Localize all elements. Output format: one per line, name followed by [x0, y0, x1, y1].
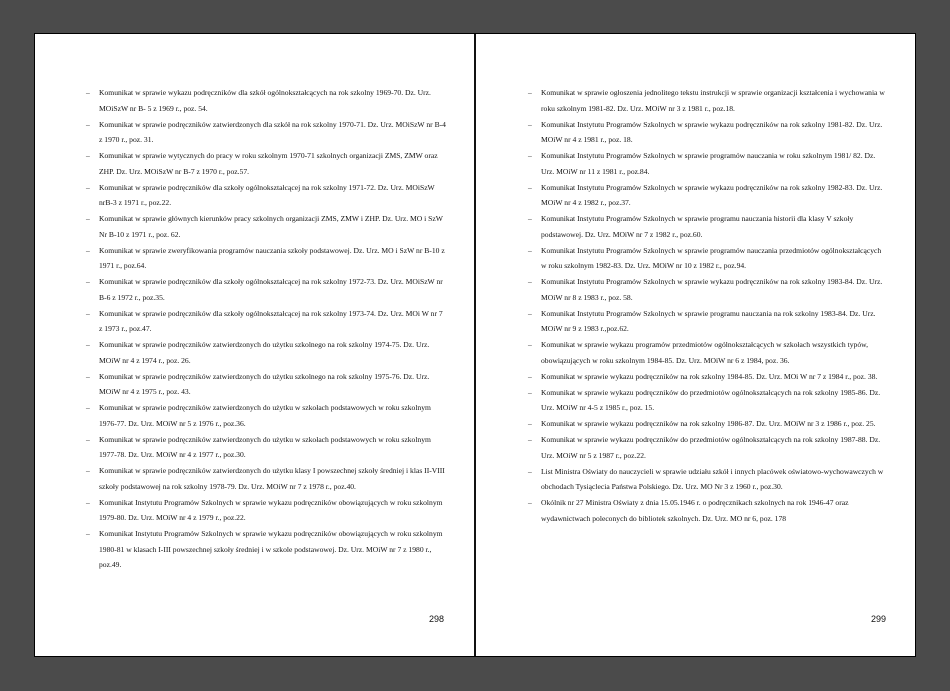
list-item: – Komunikat w sprawie podręczników dla szkoły ogólnokształcącej na rok szkolny 1973-74. Dz. Urz. MOi W nr 7 z 1973 r., poz.47. [86, 306, 446, 337]
list-item: – Komunikat w sprawie wykazu podręczników na rok szkolny 1984-85. Dz. Urz. MOi W nr 7 z 1984 r., poz. 38. [528, 369, 888, 385]
right-entry-list [528, 85, 888, 527]
list-item: – Komunikat w sprawie podręczników dla szkoły ogólnokształcącej na rok szkolny 1971-72. Dz. Urz. MOiSzW nrB-3 z 1971 r., poz.22. [86, 180, 446, 211]
list-item: – Komunikat w sprawie ogłoszenia jednolitego tekstu instrukcji w sprawie organizacji kształcenia i wychowania w roku szkolnym 1981-82. Dz. Urz. MOiW nr 3 z 1981 r., poz.18. [528, 85, 888, 116]
list-item: – Komunikat Instytutu Programów Szkolnych w sprawie wykazu podręczników na rok szkolny 1983-84. Dz. Urz. MOiW nr 8 z 1983 r., poz. 58. [528, 274, 888, 305]
list-item: – Komunikat w sprawie wykazu podręczników dla szkół ogólnokształcących na rok szkolny 1969-70. Dz. Urz. MOiSzW nr B- 5 z 1969 r., poz. 54. [86, 85, 446, 116]
list-item: – Komunikat w sprawie podręczników zatwierdzonych do użytku w szkołach podstawowych w roku szkolnym 1977-78. Dz. Urz. MOiW nr 4 z 1977 r., poz.30. [86, 432, 446, 463]
list-item: – Komunikat Instytutu Programów Szkolnych w sprawie wykazu podręczników obowiązujących w roku szkolnym 1979-80. Dz. Urz. MOiW nr 4 z 1979 r., poz.22. [86, 495, 446, 526]
list-item: – Komunikat w sprawie wykazu podręczników do przedmiotów ogólnokształcących na rok szkolny 1985-86. Dz. Urz. MOiW nr 4-5 z 1985 r., poz. 15. [528, 385, 888, 416]
list-item: – Komunikat w sprawie podręczników zatwierdzonych do użytku klasy I powszechnej szkoły średniej i klas II-VIII szkoły podstawowej na rok szkolny 1978-79. Dz. Urz. MOiW nr 7 z 1978 r., poz.40. [86, 463, 446, 494]
list-item: – Komunikat w sprawie zweryfikowania programów nauczania szkoły podstawowej. Dz. Urz. MO i SzW nr B-10 z 1971 r., poz.64. [86, 243, 446, 274]
list-item: – Komunikat w sprawie podręczników dla szkoły ogólnokształcącej na rok szkolny 1972-73. Dz. Urz. MOiSzW nr B-6 z 1972 r., poz.35. [86, 274, 446, 305]
list-item: – Komunikat w sprawie wytycznych do pracy w roku szkolnym 1970-71 szkolnych organizacji ZMS, ZMW oraz ZHP. Dz. Urz. MOiSzW nr B-7 z 1970 r., poz.57. [86, 148, 446, 179]
right-page [476, 33, 916, 657]
list-item: – Komunikat w sprawie wykazu programów przedmiotów ogólnokształcących w szkołach wszystkich typów, obowiązujących w roku szkolnym 1984-85. Dz. Urz. MOiW nr 6 z 1984, poz. 36. [528, 337, 888, 368]
list-item: – Komunikat Instytutu Programów Szkolnych w sprawie programów nauczania przedmiotów ogólnokształcących w roku szkolnym 1982-83. Dz. Urz. MOiW nr 10 z 1982 r., poz.94. [528, 243, 888, 274]
page-number-left: 298 [428, 614, 444, 624]
list-item: – Komunikat w sprawie podręczników zatwierdzonych do użytku szkolnego na rok szkolny 1975-76. Dz. Urz. MOiW nr 4 z 1975 r., poz. 43. [86, 369, 446, 400]
list-item: – Komunikat w sprawie podręczników zatwierdzonych dla szkół na rok szkolny 1970-71. Dz. Urz. MOiSzW nr B-4 z 1970 r., poz. 31. [86, 117, 446, 148]
list-item: – Komunikat Instytutu Programów Szkolnych w sprawie wykazu podręczników na rok szkolny 1981-82. Dz. Urz. MOiW nr 4 z 1981 r., poz. 18. [528, 117, 888, 148]
list-item: – Komunikat Instytutu Programów Szkolnych w sprawie wykazu podręczników obowiązujących w roku szkolnym 1980-81 w klasach I-III powszechnej szkoły średniej i w szkole podstawowej. Dz. Urz. MOiW nr 7 z 1980 r., poz.49. [86, 526, 446, 573]
left-page [34, 33, 474, 657]
page-number-right: 299 [870, 614, 886, 624]
list-item: – Komunikat Instytutu Programów Szkolnych w sprawie programów nauczania w roku szkolnym 1981/ 82. Dz. Urz. MOiW nr 11 z 1981 r., poz.84. [528, 148, 888, 179]
list-item: – Komunikat Instytutu Programów Szkolnych w sprawie programu nauczania historii dla klasy V szkoły podstawowej. Dz. Urz. MOiW nr 7 z 1982 r., poz.60. [528, 211, 888, 242]
list-item: – Komunikat w sprawie podręczników zatwierdzonych do użytku szkolnego na rok szkolny 1974-75. Dz. Urz. MOiW nr 4 z 1974 r., poz. 26. [86, 337, 446, 368]
list-item: – Komunikat w sprawie podręczników zatwierdzonych do użytku w szkołach podstawowych w roku szkolnym 1976-77. Dz. Urz. MOiW nr 5 z 1976 r., poz.36. [86, 400, 446, 431]
list-item: – Komunikat w sprawie wykazu podręczników na rok szkolny 1986-87. Dz. Urz. MOiW nr 3 z 1986 r., poz. 25. [528, 416, 888, 432]
list-item: – Komunikat Instytutu Programów Szkolnych w sprawie wykazu podręczników na rok szkolny 1982-83. Dz. Urz. MOiW nr 4 z 1982 r., poz.37. [528, 180, 888, 211]
list-item: – Komunikat w sprawie wykazu podręczników do przedmiotów ogólnokształcących na rok szkolny 1987-88. Dz. Urz. MOiW nr 5 z 1987 r., poz.22. [528, 432, 888, 463]
list-item: – Komunikat Instytutu Programów Szkolnych w sprawie programu nauczania na rok szkolny 1983-84. Dz. Urz. MOiW nr 9 z 1983 r.,poz.62. [528, 306, 888, 337]
list-item: – List Ministra Oświaty do nauczycieli w sprawie udziału szkół i innych placówek oświatowo-wychowawczych w obchodach Tysiąclecia Państwa Polskiego. Dz. Urz. MO Nr 3 z 1960 r., poz.30. [528, 464, 888, 495]
list-item: – Komunikat w sprawie głównych kierunków pracy szkolnych organizacji ZMS, ZMW i ZHP. Dz. Urz. MO i SzW Nr B-10 z 1971 r., poz. 62. [86, 211, 446, 242]
left-entry-list [86, 85, 446, 573]
list-item: – Okólnik nr 27 Ministra Oświaty z dnia 15.05.1946 r. o podręcznikach szkolnych na rok 1946-47 oraz wydawnictwach poleconych do bibliotek szkolnych. Dz. Urz. MO nr 6, poz. 178 [528, 495, 888, 526]
